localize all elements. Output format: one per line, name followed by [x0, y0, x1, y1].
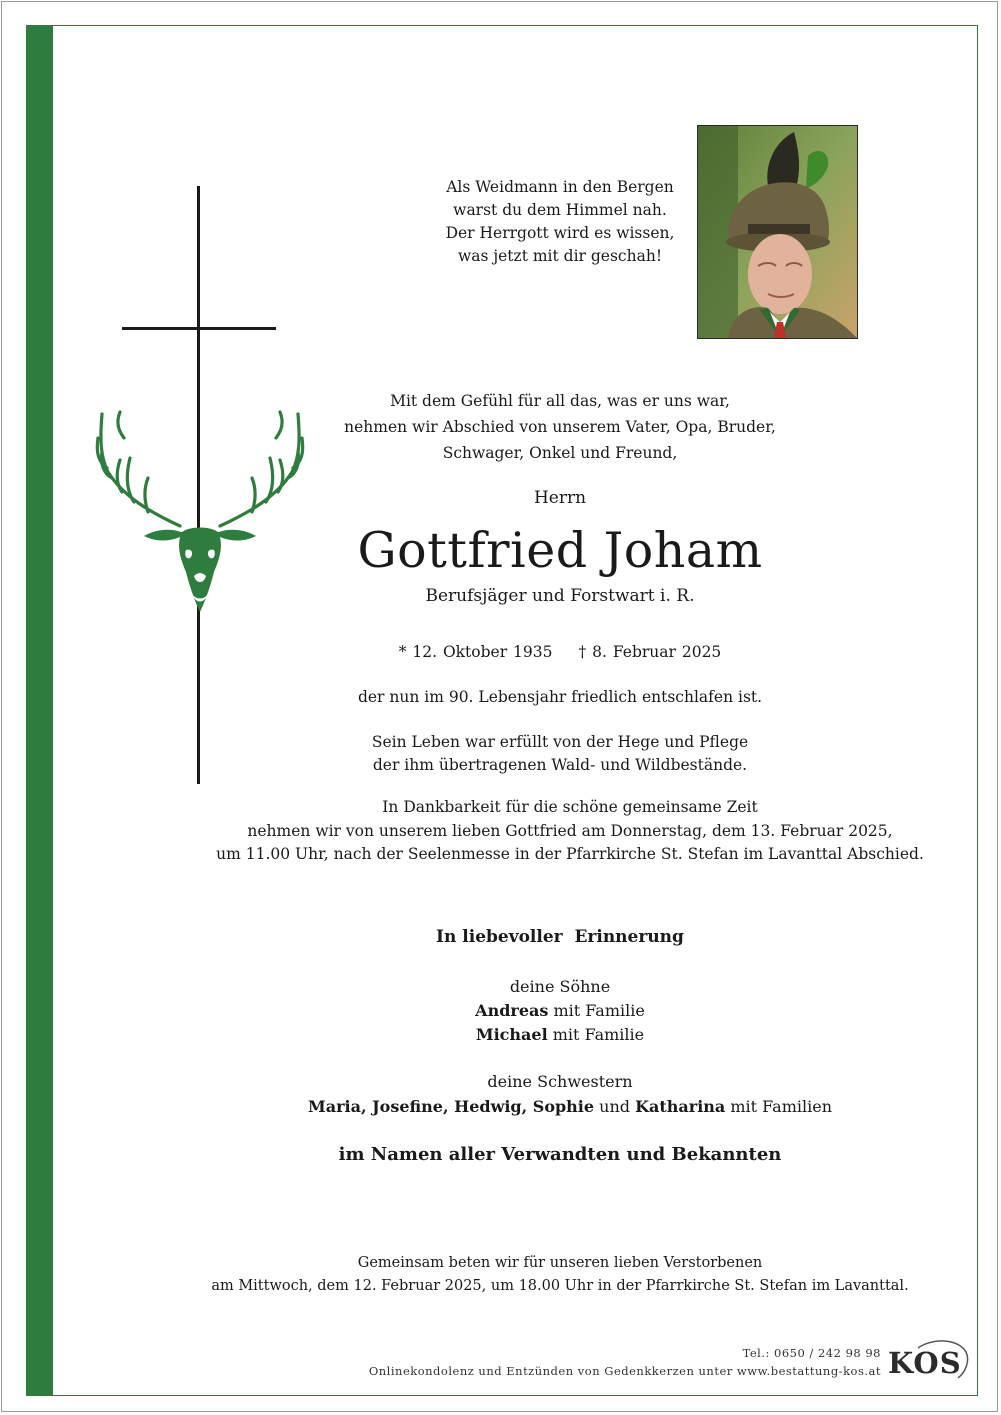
intro-line: Mit dem Gefühl für all das, was er uns war,: [390, 392, 730, 410]
birth-date: * 12. Oktober 1935: [398, 643, 553, 661]
poem-line: Als Weidmann in den Bergen: [446, 178, 674, 196]
poem-line: warst du dem Himmel nah.: [453, 201, 667, 219]
son-entry: [360, 1025, 760, 1044]
poem-block: [300, 176, 820, 268]
kos-logo: [888, 1338, 970, 1386]
intro-block: [260, 388, 860, 466]
sons-label: deine Söhne: [509, 977, 611, 996]
cross-horizontal-beam: [122, 327, 276, 330]
green-side-bar: [26, 25, 53, 1396]
son-suffix: mit Familie: [548, 1001, 645, 1020]
sisters-entry: [200, 1097, 940, 1116]
gratitude-line: nehmen wir von unserem lieben Gottfried am Donnerstag, dem 13. Februar 2025,: [247, 821, 893, 840]
sister-last-name: Katharina: [635, 1097, 726, 1116]
all-relatives: im Namen aller Verwandten und Bekannten: [338, 1144, 782, 1165]
sisters-conj: und: [594, 1097, 636, 1116]
care-text: [260, 731, 860, 777]
phone-number: Tel.: 0650 / 242 98 98: [742, 1346, 881, 1360]
sisters-label: deine Schwestern: [487, 1072, 633, 1091]
deceased-name: Gottfried Joham: [357, 522, 763, 579]
prayer-text: [160, 1252, 960, 1298]
gratitude-text: [200, 796, 940, 867]
intro-line: nehmen wir Abschied von unserem Vater, Opa, Bruder,: [344, 418, 776, 436]
life-text: der nun im 90. Lebensjahr friedlich entschlafen ist.: [357, 688, 763, 706]
poem-line: Der Herrgott wird es wissen,: [445, 224, 675, 242]
gratitude-line: In Dankbarkeit für die schöne gemeinsame Zeit: [382, 798, 758, 816]
gratitude-line: um 11.00 Uhr, nach der Seelenmesse in der Pfarrkirche St. Stefan im Lavanttal Abschied.: [216, 845, 924, 863]
care-line: der ihm übertragenen Wald- und Wildbestände.: [372, 756, 748, 774]
profession: Berufsjäger und Forstwart i. R.: [425, 586, 695, 606]
son-suffix: mit Familie: [547, 1025, 645, 1044]
sisters-suffix: mit Familien: [725, 1097, 833, 1116]
death-date: † 8. Februar 2025: [578, 643, 722, 661]
care-line: Sein Leben war erfüllt von der Hege und Pflege: [371, 733, 749, 751]
prayer-line: Gemeinsam beten wir für unseren lieben Verstorbenen: [357, 1255, 763, 1271]
poem-line: was jetzt mit dir geschah!: [457, 247, 663, 265]
son-name: Michael: [475, 1025, 548, 1044]
life-dates: [300, 643, 820, 661]
son-entry: [360, 1001, 760, 1020]
online-condolence-link[interactable]: Onlinekondolenz und Entzünden von Gedenkkerzen unter www.bestattung-kos.at: [368, 1364, 881, 1378]
intro-line: Schwager, Onkel und Freund,: [442, 444, 678, 462]
son-name: Andreas: [475, 1001, 549, 1020]
kos-logo-text: KOS: [888, 1346, 962, 1380]
memory-heading: In liebevoller Erinnerung: [436, 927, 684, 947]
prayer-line: am Mittwoch, dem 12. Februar 2025, um 18.00 Uhr in der Pfarrkirche St. Stefan im Lavanttal.: [211, 1278, 909, 1294]
sister-names: Maria, Josefine, Hedwig, Sophie: [307, 1097, 595, 1116]
salutation: Herrn: [533, 488, 587, 508]
